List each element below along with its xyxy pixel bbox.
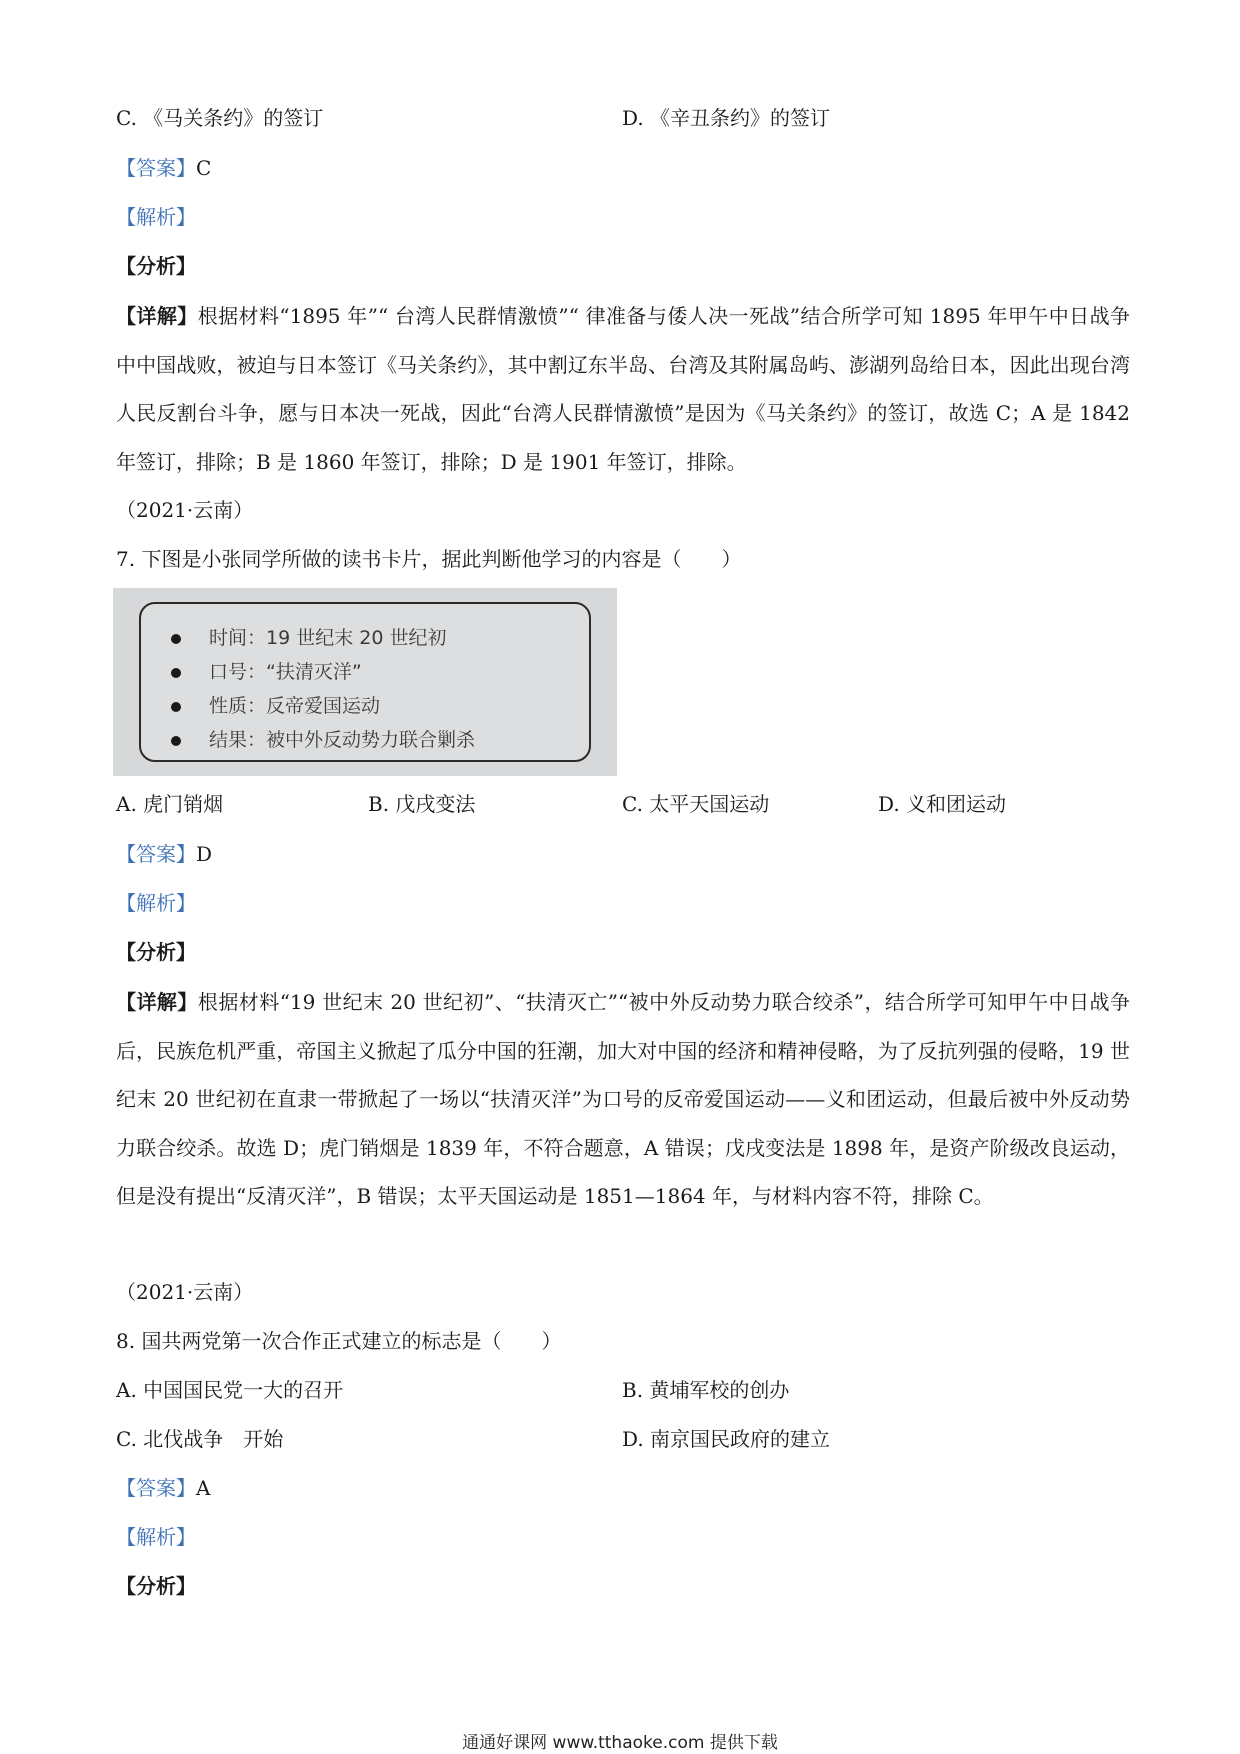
q7-detail	[116, 978, 1130, 1221]
q8-option-c: C. 北伐战争 开始	[116, 1427, 284, 1451]
q7-option-b: B. 戊戌变法	[368, 792, 476, 816]
q8-fenxi-label: 【分析】	[116, 1574, 196, 1598]
answer-value: D	[196, 842, 213, 866]
card-row-nature: 性质：反帝爱国运动	[171, 694, 380, 718]
answer-label: 【答案】	[116, 156, 196, 180]
q7-question: 7. 下图是小张同学所做的读书卡片，据此判断他学习的内容是（ ）	[116, 547, 742, 571]
q8-source: （2021·云南）	[116, 1280, 254, 1304]
bullet-icon	[171, 702, 181, 712]
bullet-icon	[171, 668, 181, 678]
q8-option-b: B. 黄埔军校的创办	[622, 1378, 790, 1402]
q8-jiexi-label: 【解析】	[116, 1525, 196, 1549]
detail-label: 【详解】	[116, 304, 198, 328]
detail-label: 【详解】	[116, 990, 198, 1014]
q8-option-a: A. 中国国民党一大的召开	[116, 1378, 344, 1402]
q6-option-d: D. 《辛丑条约》的签订	[622, 106, 831, 130]
q7-option-c: C. 太平天国运动	[622, 792, 770, 816]
q7-source: （2021·云南）	[116, 498, 254, 522]
card-row-slogan: 口号：“扶清灭洋”	[171, 660, 362, 684]
q7-jiexi-label: 【解析】	[116, 891, 196, 915]
q6-detail	[116, 292, 1130, 486]
q6-answer	[116, 154, 211, 182]
q7-option-d: D. 义和团运动	[878, 792, 1007, 816]
q6-jiexi-label: 【解析】	[116, 205, 196, 229]
q8-answer	[116, 1474, 210, 1502]
q7-option-a: A. 虎门销烟	[116, 792, 224, 816]
card-row-result: 结果：被中外反动势力联合剿杀	[171, 728, 475, 752]
q7-fenxi-label: 【分析】	[116, 940, 196, 964]
q6-option-c: C. 《马关条约》的签订	[116, 106, 324, 130]
card-row-time: 时间：19 世纪末 20 世纪初	[171, 626, 446, 650]
answer-value: A	[196, 1476, 211, 1500]
q6-fenxi-label: 【分析】	[116, 254, 196, 278]
page-footer: 通通好课网 www.tthaoke.com 提供下载	[462, 1733, 778, 1753]
answer-label: 【答案】	[116, 1476, 196, 1500]
q7-answer	[116, 840, 212, 868]
detail-text: 根据材料“1895 年”“ 台湾人民群情激愤”“ 律准备与倭人决一死战”结合所学可知 1895 年甲午中日战争中中国战败，被迫与日本签订《马关条约》，其中割辽东半岛、台湾及其附属岛屿、澎湖列岛给日本，因此出现台湾人民反割台斗争，愿与日本决一死战，因此“台湾人民群情激愤”是因为《马关条约》的签订，故选 C；A 是 1842 年签订，排除；B 是 1860 年签订，排除；D 是 1901 年签订，排除。	[116, 304, 1131, 474]
q8-option-d: D. 南京国民政府的建立	[622, 1427, 831, 1451]
bullet-icon	[171, 736, 181, 746]
answer-value: C	[196, 156, 212, 180]
reading-card-image	[113, 588, 617, 776]
q8-question: 8. 国共两党第一次合作正式建立的标志是（ ）	[116, 1329, 562, 1353]
bullet-icon	[171, 634, 181, 644]
reading-card	[139, 602, 591, 762]
detail-text: 根据材料“19 世纪末 20 世纪初”、“扶清灭亡”“被中外反动势力联合绞杀”，结合所学可知甲午中日战争后，民族危机严重，帝国主义掀起了瓜分中国的狂潮，加大对中国的经济和精神侵略，为了反抗列强的侵略，19 世纪末 20 世纪初在直隶一带掀起了一场以“扶清灭洋”为口号的反帝爱国运动——义和团运动，但最后被中外反动势力联合绞杀。故选 D；虎门销烟是 1839 年，不符合题意，A 错误；戊戌变法是 1898 年，是资产阶级改良运动，但是没有提出“反清灭洋”，B 错误；太平天国运动是 1851—1864 年，与材料内容不符，排除 C。	[116, 990, 1130, 1208]
answer-label: 【答案】	[116, 842, 196, 866]
